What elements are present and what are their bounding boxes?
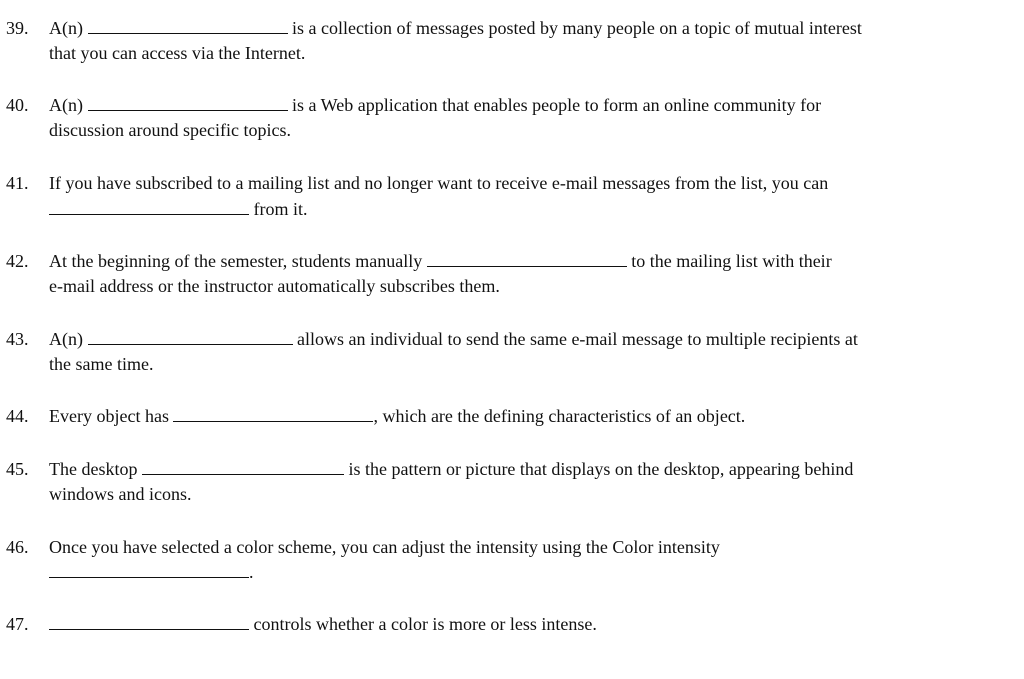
question-text-line2: windows and icons. — [49, 484, 192, 504]
question-text: If you have subscribed to a mailing list and no longer want to receive e-mail messages from the list, you can — [49, 173, 829, 193]
question-text: Every object has , which are the defining characteristics of an object. — [49, 406, 746, 426]
answer-blank[interactable] — [49, 561, 249, 578]
question-text-line2: discussion around specific topics. — [49, 120, 291, 140]
question-number: 44. — [6, 406, 29, 426]
question-text: A(n) is a Web application that enables people to form an online community for — [49, 95, 822, 115]
question-number: 41. — [6, 173, 29, 193]
question-number: 45. — [6, 459, 29, 479]
answer-blank[interactable] — [173, 405, 373, 422]
question-text-line2: e-mail address or the instructor automatically subscribes them. — [49, 276, 500, 296]
question-number: 42. — [6, 251, 29, 271]
question-text: A(n) allows an individual to send the same e-mail message to multiple recipients at — [49, 329, 858, 349]
question-number: 40. — [6, 95, 29, 115]
question-number: 46. — [6, 537, 29, 557]
question-text-line2: that you can access via the Internet. — [49, 43, 306, 63]
answer-blank[interactable] — [49, 613, 249, 630]
question-text: controls whether a color is more or less intense. — [49, 613, 597, 635]
question-number: 39. — [6, 18, 29, 38]
question-number: 43. — [6, 329, 29, 349]
answer-blank[interactable] — [49, 198, 249, 215]
question-text-line2: from it. — [49, 198, 308, 220]
question-text: A(n) is a collection of messages posted by many people on a topic of mutual interest — [49, 18, 862, 38]
answer-blank[interactable] — [88, 94, 288, 111]
question-number: 47. — [6, 614, 29, 634]
question-text: Once you have selected a color scheme, you can adjust the intensity using the Color intensity — [49, 537, 720, 557]
answer-blank[interactable] — [88, 17, 288, 34]
answer-blank[interactable] — [427, 250, 627, 267]
question-text-line2: the same time. — [49, 354, 154, 374]
answer-blank[interactable] — [88, 328, 293, 345]
question-text-line2: . — [49, 561, 254, 583]
answer-blank[interactable] — [142, 458, 344, 475]
question-text: At the beginning of the semester, students manually to the mailing list with their — [49, 251, 832, 271]
question-text: The desktop is the pattern or picture that displays on the desktop, appearing behind — [49, 459, 854, 479]
